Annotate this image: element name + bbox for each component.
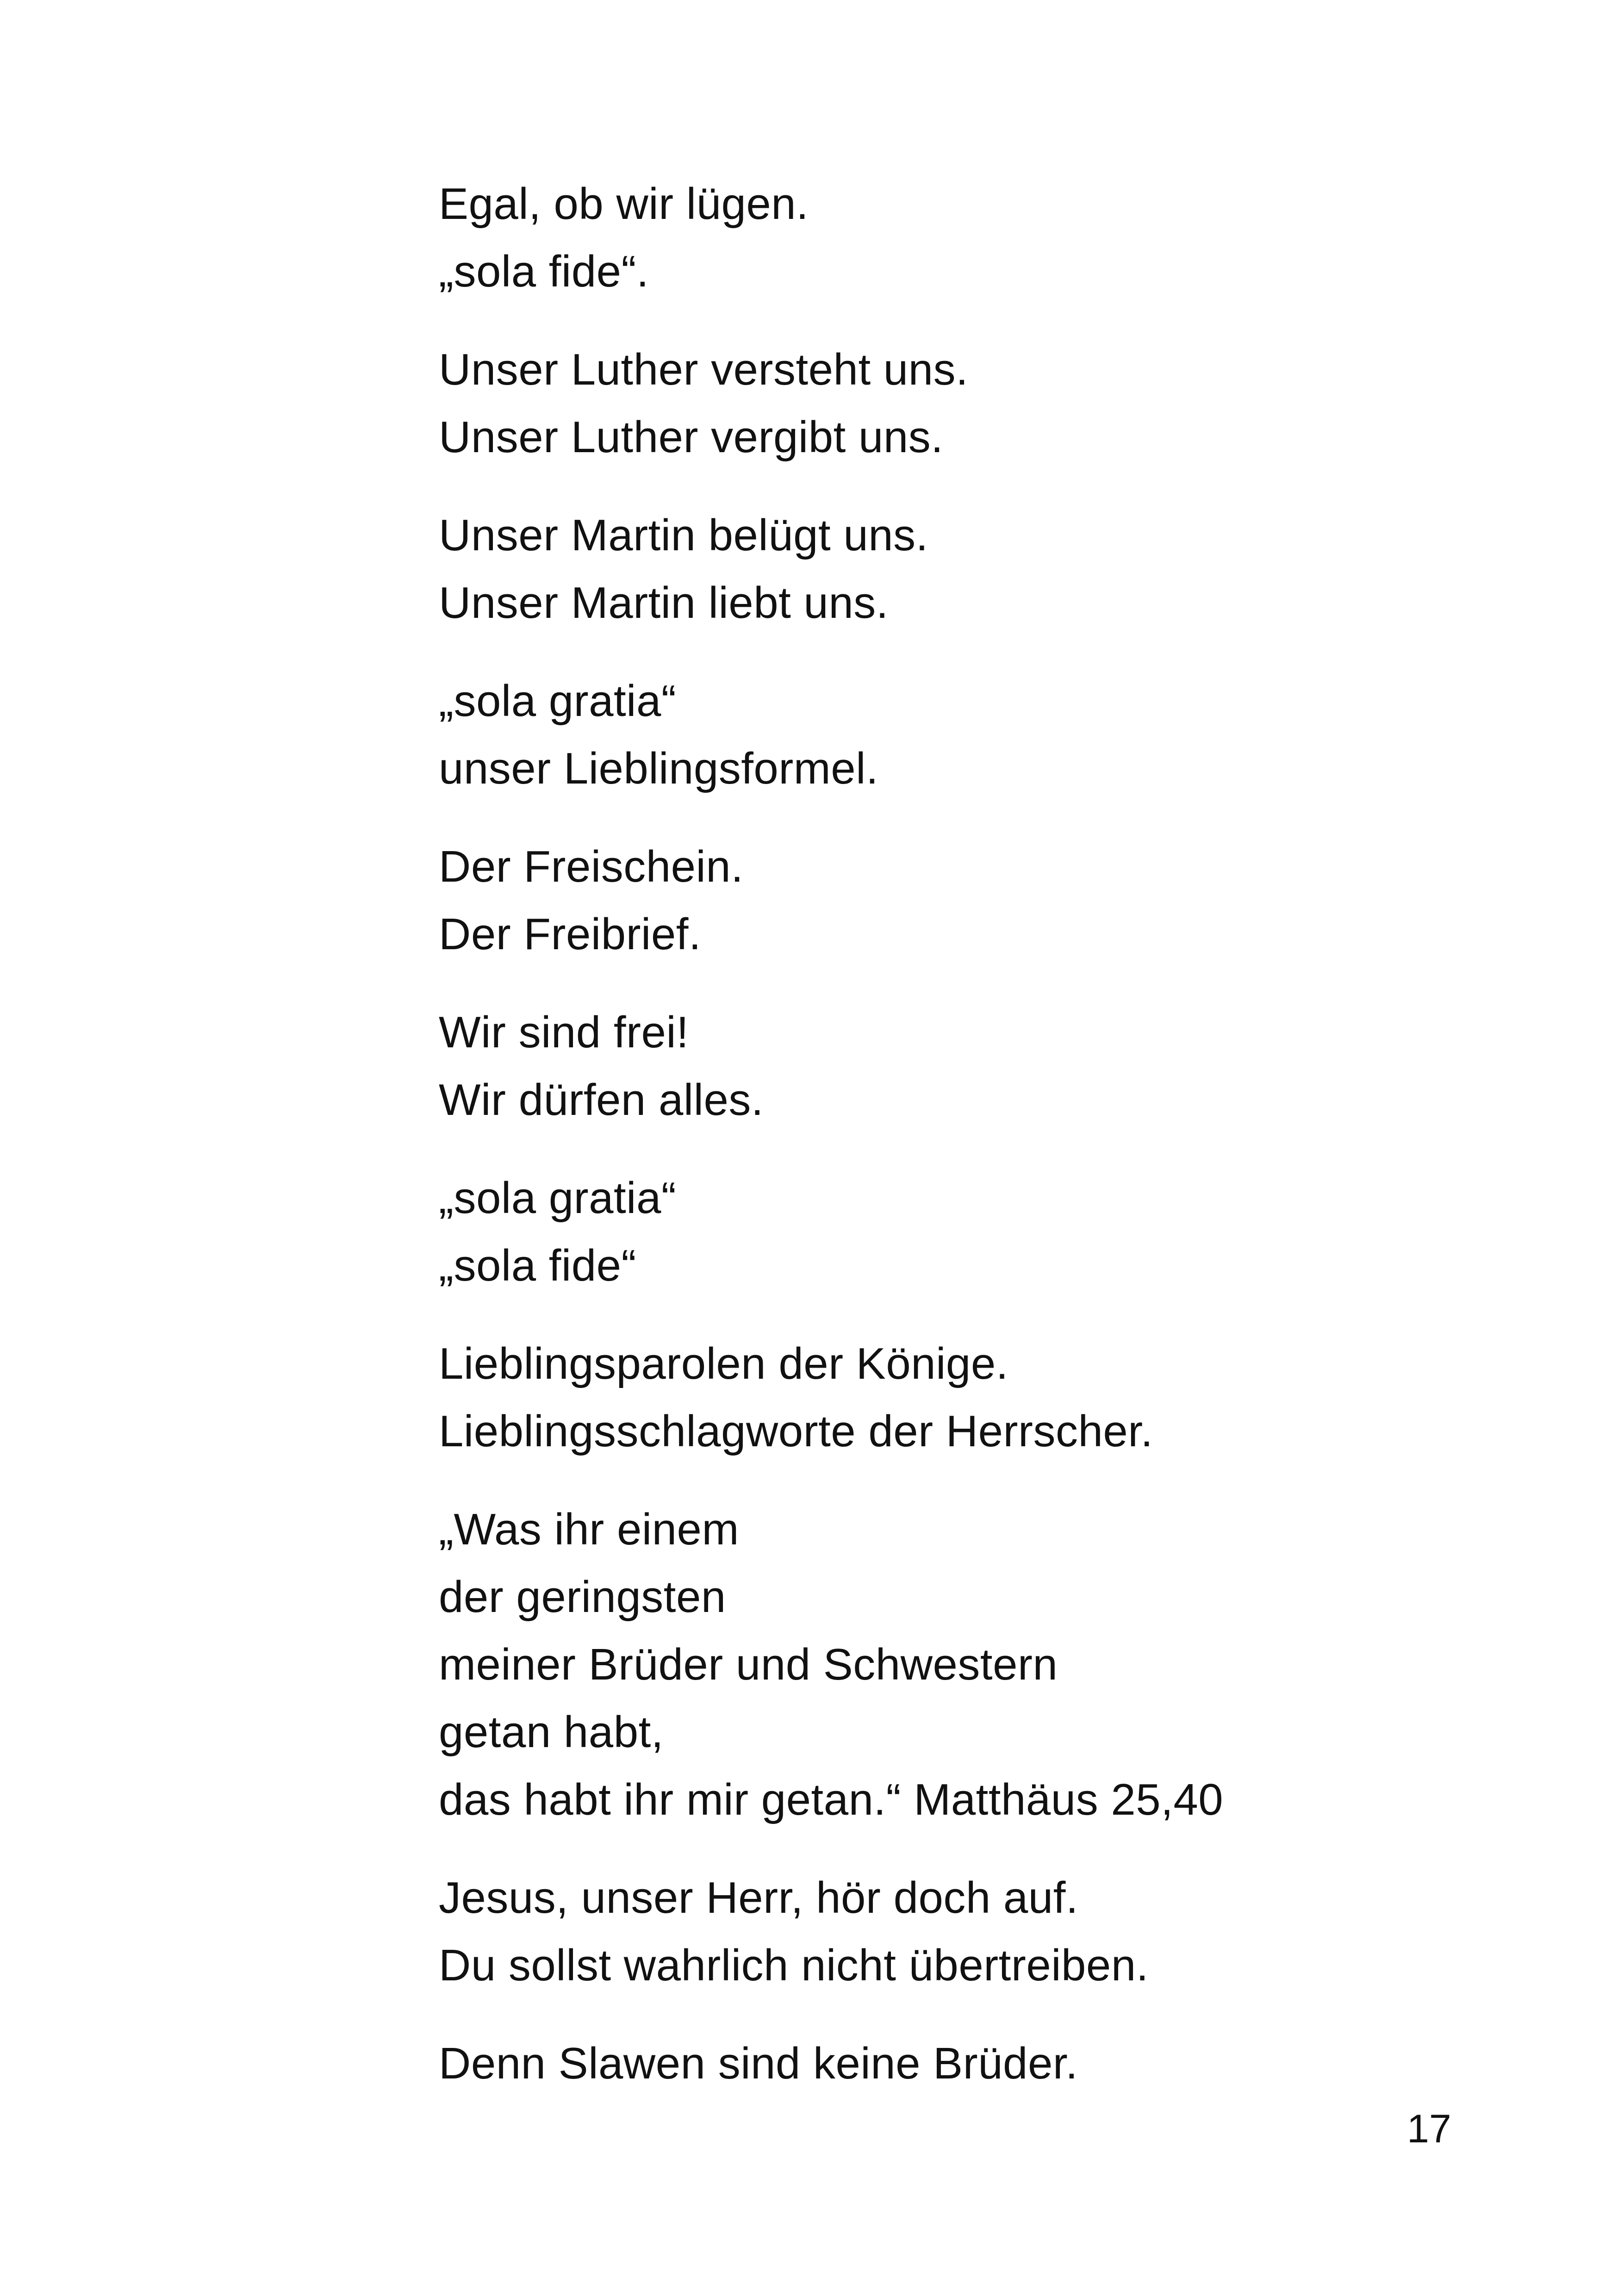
poem-line: meiner Brüder und Schwestern bbox=[439, 1640, 1058, 1689]
poem-line: unser Lieblingsformel. bbox=[439, 744, 879, 793]
poem-line: „sola fide“ bbox=[439, 1241, 636, 1290]
poem-line: Egal, ob wir lügen. bbox=[439, 179, 809, 229]
poem-line: Unser Luther vergibt uns. bbox=[439, 412, 944, 462]
poem-line: getan habt, bbox=[439, 1707, 664, 1757]
poem-line: „Was ihr einem bbox=[439, 1505, 739, 1554]
poem-line: Lieblingsparolen der Könige. bbox=[439, 1339, 1008, 1388]
page-number: 17 bbox=[1407, 2107, 1451, 2151]
poem-line: Lieblingsschlagworte der Herrscher. bbox=[439, 1406, 1153, 1456]
poem-line: Unser Martin belügt uns. bbox=[439, 510, 928, 560]
poem-line: Unser Martin liebt uns. bbox=[439, 578, 889, 628]
stanza bbox=[439, 667, 1503, 803]
stanza bbox=[439, 336, 1503, 471]
poem-line: „sola gratia“ bbox=[439, 1173, 677, 1223]
poem-line: das habt ihr mir getan.“ Matthäus 25,40 bbox=[439, 1775, 1224, 1824]
stanza bbox=[439, 1164, 1503, 1300]
stanza bbox=[439, 502, 1503, 637]
poem-line: Der Freibrief. bbox=[439, 909, 702, 959]
poem-line: Wir dürfen alles. bbox=[439, 1075, 764, 1125]
poem-line: Jesus, unser Herr, hör doch auf. bbox=[439, 1873, 1079, 1923]
poem-line: Wir sind frei! bbox=[439, 1008, 689, 1057]
stanza bbox=[439, 1330, 1503, 1465]
stanza bbox=[439, 2030, 1503, 2097]
poem-line: der geringsten bbox=[439, 1572, 726, 1622]
stanza bbox=[439, 170, 1503, 305]
poem-line: Unser Luther versteht uns. bbox=[439, 345, 969, 394]
poem-line: „sola fide“. bbox=[439, 247, 649, 296]
stanza bbox=[439, 999, 1503, 1134]
stanza bbox=[439, 1496, 1503, 1834]
poem-line: Du sollst wahrlich nicht übertreiben. bbox=[439, 1941, 1149, 1990]
poem-line: Denn Slawen sind keine Brüder. bbox=[439, 2039, 1078, 2088]
stanza bbox=[439, 833, 1503, 968]
poem-line: Der Freischein. bbox=[439, 842, 744, 891]
poem-line: „sola gratia“ bbox=[439, 676, 677, 726]
poem bbox=[439, 170, 1503, 2128]
stanza bbox=[439, 1864, 1503, 1999]
